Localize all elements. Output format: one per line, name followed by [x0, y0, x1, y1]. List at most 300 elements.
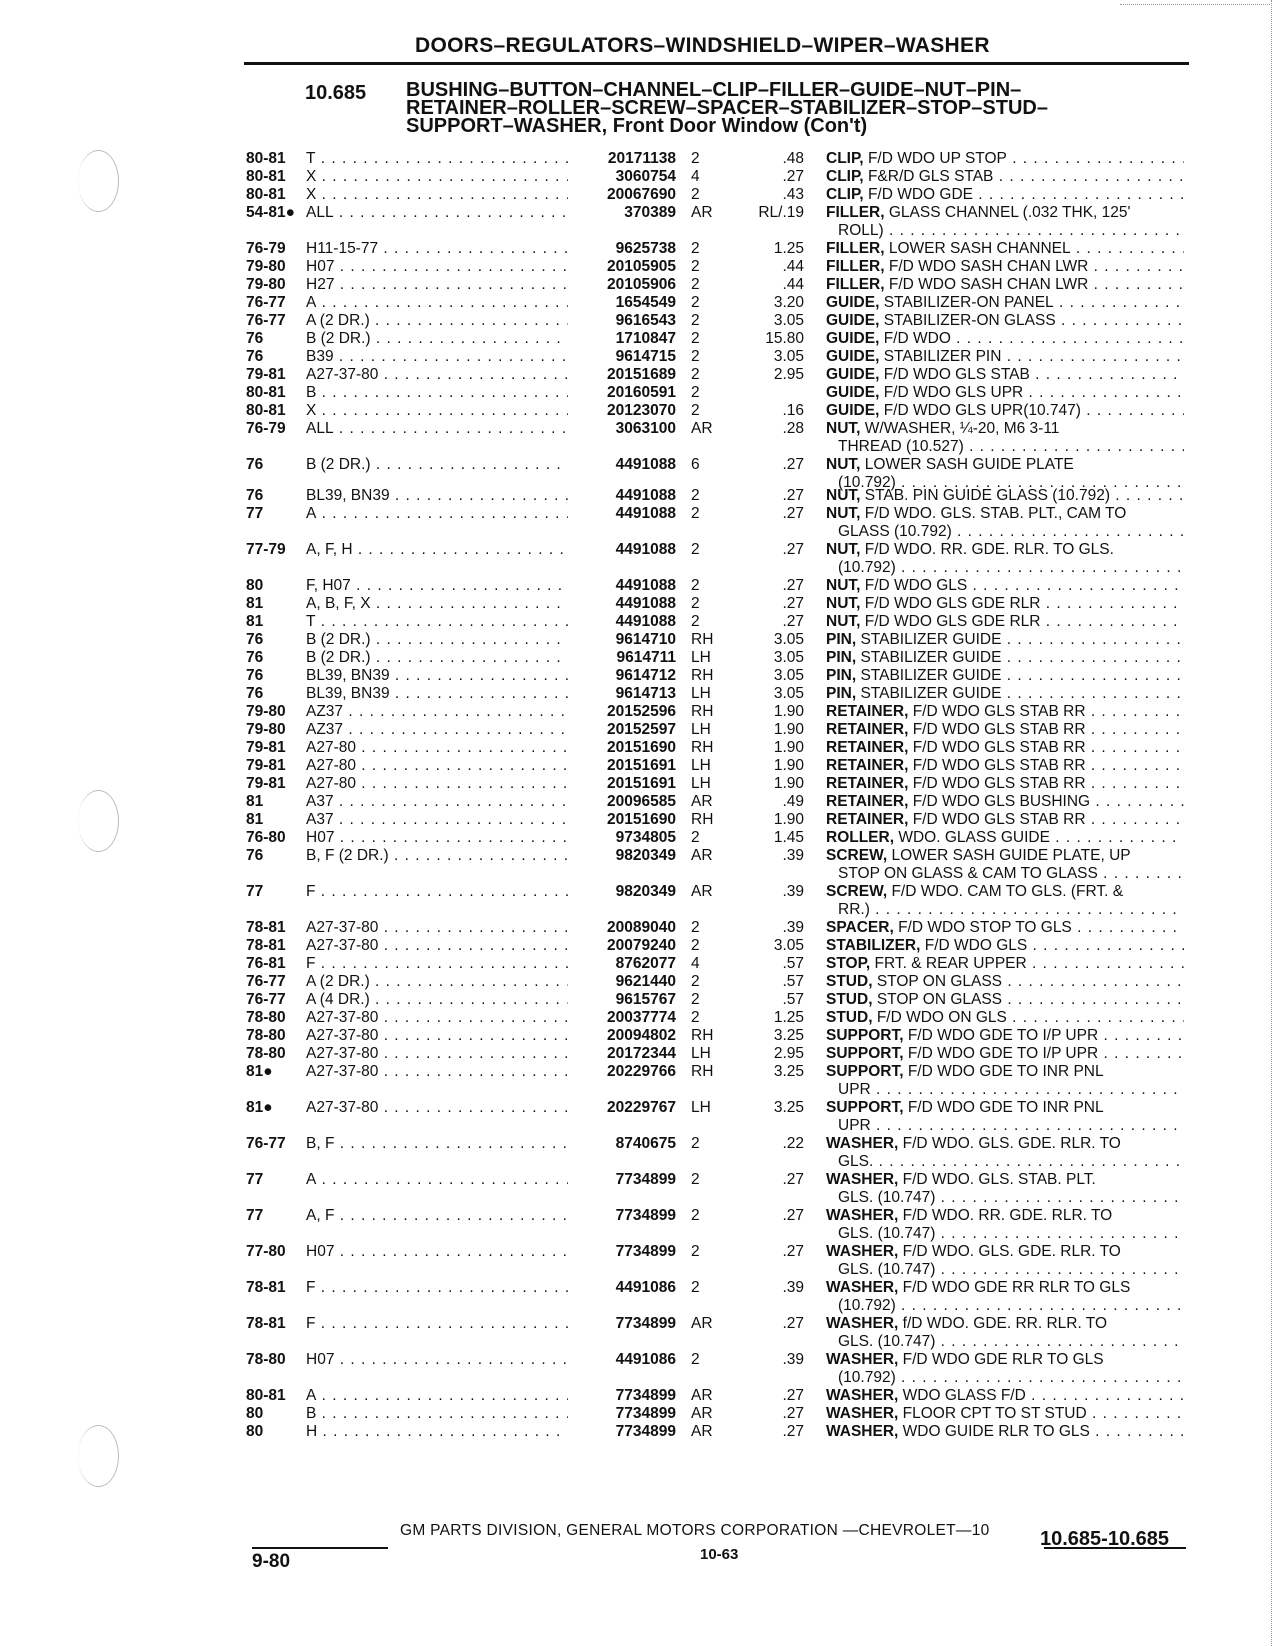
year-cell: 80-81 — [246, 1387, 286, 1404]
price-cell: .44 — [782, 276, 804, 293]
year-cell: 81 — [246, 613, 264, 630]
table-row — [0, 150, 1280, 169]
description-continuation: THREAD (10.527) . . . — [838, 438, 1184, 456]
part-number-cell: 20123070 — [607, 402, 676, 419]
part-description: F/D WDO GLS BUSHING . . . — [913, 793, 1184, 810]
quantity-cell: AR — [691, 1423, 713, 1440]
model-cell: X . . . — [306, 402, 568, 420]
price-cell: 3.05 — [773, 667, 804, 684]
part-number-cell: 20152596 — [607, 703, 676, 720]
model-cell: B . . . — [306, 384, 568, 402]
part-description: W/WASHER, ¼-20, M6 3-11 — [864, 420, 1060, 437]
table-row — [0, 1027, 1280, 1046]
table-row — [0, 1423, 1280, 1442]
model-cell: A27-37-80 . . . — [306, 1063, 568, 1081]
price-cell: .39 — [782, 1279, 804, 1296]
price-cell: .39 — [782, 847, 804, 864]
quantity-cell: LH — [691, 757, 711, 774]
model-cell: BL39, BN39 . . . — [306, 667, 568, 685]
table-row — [0, 577, 1280, 596]
quantity-cell: 2 — [691, 150, 700, 167]
description-cell — [826, 973, 1184, 991]
description-continuation: STOP ON GLASS & CAM TO GLASS . . . — [838, 865, 1184, 883]
quantity-cell: 2 — [691, 312, 700, 329]
table-row — [0, 991, 1280, 1010]
quantity-cell: 2 — [691, 829, 700, 846]
part-name: PIN, — [826, 685, 857, 702]
model-cell: ALL . . . — [306, 420, 568, 438]
part-name: NUT, — [826, 613, 861, 630]
footer-page-number: 10-63 — [700, 1546, 739, 1563]
part-name: STUD, — [826, 991, 873, 1008]
price-cell: .57 — [782, 973, 804, 990]
model-cell: A . . . — [306, 1171, 568, 1189]
year-cell: 76 — [246, 631, 264, 648]
part-number-cell: 7734899 — [615, 1423, 676, 1440]
model-cell: H07 . . . — [306, 258, 568, 276]
price-cell: .27 — [782, 595, 804, 612]
year-cell: 80 — [246, 577, 264, 594]
quantity-cell: AR — [691, 847, 713, 864]
model-cell: A27-37-80 . . . — [306, 919, 568, 937]
price-cell: .28 — [782, 420, 804, 437]
description-continuation: GLS. (10.747) . . . — [838, 1333, 1184, 1351]
table-row — [0, 595, 1280, 614]
part-number-cell: 20160591 — [607, 384, 676, 401]
price-cell: 3.25 — [773, 1099, 804, 1116]
part-number-cell: 20171138 — [607, 150, 676, 167]
table-row — [0, 649, 1280, 668]
year-cell: 77 — [246, 883, 264, 900]
table-row — [0, 330, 1280, 349]
table-row — [0, 505, 1280, 524]
part-description: F/D WDO GLS STAB RR . . . — [913, 757, 1184, 774]
table-row-continuation — [0, 1225, 1280, 1244]
part-number-cell: 7734899 — [615, 1387, 676, 1404]
part-number-cell: 4491088 — [615, 595, 676, 612]
year-cell: 79-81 — [246, 775, 286, 792]
description-cell — [826, 883, 1184, 901]
part-name: GUIDE, — [826, 384, 880, 401]
quantity-cell: 2 — [691, 384, 700, 401]
description-cell — [826, 847, 1184, 865]
part-number-cell: 9614712 — [615, 667, 676, 684]
description-continuation: ROLL) . . . — [838, 222, 1184, 240]
quantity-cell: RH — [691, 1063, 714, 1080]
part-description: WDO GUIDE RLR TO GLS . . . — [903, 1423, 1184, 1440]
part-description: STAB. PIN GUIDE GLASS (10.792) . . . — [865, 487, 1184, 504]
part-name: STUD, — [826, 1009, 873, 1026]
description-cell — [826, 312, 1184, 330]
description-continuation: UPR . . . — [838, 1081, 1184, 1099]
part-name: WASHER, — [826, 1171, 899, 1188]
part-name: RETAINER, — [826, 757, 909, 774]
quantity-cell: AR — [691, 420, 713, 437]
price-cell: 2.95 — [773, 1045, 804, 1062]
model-cell: H07 . . . — [306, 829, 568, 847]
part-name: FILLER, — [826, 276, 885, 293]
table-row — [0, 919, 1280, 938]
price-cell: .57 — [782, 991, 804, 1008]
quantity-cell: 2 — [691, 919, 700, 936]
model-cell: H07 . . . — [306, 1243, 568, 1261]
part-description: WDO GLASS F/D . . . — [903, 1387, 1184, 1404]
price-cell: 1.25 — [773, 240, 804, 257]
model-cell: A . . . — [306, 294, 568, 312]
table-row — [0, 973, 1280, 992]
part-name: WASHER, — [826, 1351, 899, 1368]
quantity-cell: 2 — [691, 276, 700, 293]
year-cell: 76 — [246, 847, 264, 864]
table-row — [0, 1207, 1280, 1226]
model-cell: F . . . — [306, 955, 568, 973]
group-title-line: BUSHING–BUTTON–CHANNEL–CLIP–FILLER–GUIDE–NUT–PIN– — [406, 79, 1022, 101]
part-number-cell: 9615767 — [615, 991, 676, 1008]
part-description: F/D WDO SASH CHAN LWR . . . — [889, 258, 1184, 275]
part-name: SPACER, — [826, 919, 894, 936]
description-cell — [826, 456, 1184, 474]
year-cell: 81 — [246, 595, 264, 612]
part-number-cell: 3063100 — [615, 420, 676, 437]
model-cell: X . . . — [306, 186, 568, 204]
part-name: WASHER, — [826, 1207, 899, 1224]
year-cell: 76-80 — [246, 829, 286, 846]
part-description: F/D WDO. RR. GDE. RLR. TO GLS. — [864, 541, 1114, 558]
price-cell: 1.90 — [773, 757, 804, 774]
year-cell: 76-79 — [246, 420, 286, 437]
part-name: NUT, — [826, 420, 861, 437]
table-row — [0, 1279, 1280, 1298]
year-cell: 76 — [246, 649, 264, 666]
table-row-continuation — [0, 1369, 1280, 1388]
year-cell: 80-81 — [246, 402, 286, 419]
part-number-cell: 8762077 — [615, 955, 676, 972]
quantity-cell: 2 — [691, 541, 700, 558]
model-cell: A27-37-80 . . . — [306, 1027, 568, 1045]
model-cell: A (2 DR.) . . . — [306, 312, 568, 330]
part-number-cell: 20105906 — [607, 276, 676, 293]
quantity-cell: AR — [691, 1405, 713, 1422]
part-description: f/D WDO. GDE. RR. RLR. TO — [902, 1315, 1108, 1332]
part-name: PIN, — [826, 631, 857, 648]
part-name: SUPPORT, — [826, 1045, 904, 1062]
price-cell: .27 — [782, 541, 804, 558]
group-title-line: RETAINER–ROLLER–SCREW–SPACER–STABILIZER–STOP–STUD– — [406, 97, 1048, 119]
model-cell: H11-15-77 . . . — [306, 240, 568, 258]
quantity-cell: 2 — [691, 1009, 700, 1026]
part-name: PIN, — [826, 649, 857, 666]
description-cell — [826, 1171, 1184, 1189]
table-row — [0, 613, 1280, 632]
quantity-cell: AR — [691, 883, 713, 900]
part-number-cell: 7734899 — [615, 1207, 676, 1224]
description-cell — [826, 330, 1184, 348]
quantity-cell: AR — [691, 1315, 713, 1332]
price-cell: .16 — [782, 402, 804, 419]
year-cell: 81● — [246, 1063, 273, 1080]
part-number-cell: 9621440 — [615, 973, 676, 990]
quantity-cell: LH — [691, 685, 711, 702]
price-cell: .39 — [782, 1351, 804, 1368]
description-cell — [826, 186, 1184, 204]
quantity-cell: 2 — [691, 1351, 700, 1368]
part-description: F/D WDO. GLS. GDE. RLR. TO — [902, 1243, 1121, 1260]
part-name: WASHER, — [826, 1405, 899, 1422]
model-cell: B (2 DR.) . . . — [306, 631, 568, 649]
table-row — [0, 1405, 1280, 1424]
part-description: F/D WDO GLS STAB RR . . . — [913, 775, 1184, 792]
quantity-cell: 2 — [691, 487, 700, 504]
model-cell: B (2 DR.) . . . — [306, 456, 568, 474]
part-name: WASHER, — [826, 1423, 899, 1440]
part-description: FRT. & REAR UPPER . . . — [875, 955, 1184, 972]
description-cell — [826, 541, 1184, 559]
part-description: F/D WDO GLS . . . — [865, 577, 1184, 594]
table-row-continuation — [0, 1153, 1280, 1172]
part-description: F/D WDO GLS STAB . . . — [884, 366, 1184, 383]
year-cell: 77 — [246, 1207, 264, 1224]
part-description: F&R/D GLS STAB . . . — [868, 168, 1184, 185]
table-row-continuation — [0, 1189, 1280, 1208]
description-cell — [826, 919, 1184, 937]
part-description: F/D WDO GLS STAB RR . . . — [913, 703, 1184, 720]
price-cell: .27 — [782, 577, 804, 594]
year-cell: 79-80 — [246, 721, 286, 738]
quantity-cell: 2 — [691, 1279, 700, 1296]
price-cell: 1.90 — [773, 721, 804, 738]
price-cell: .27 — [782, 487, 804, 504]
year-cell: 80 — [246, 1423, 264, 1440]
table-row — [0, 240, 1280, 259]
part-number-cell: 7734899 — [615, 1405, 676, 1422]
part-number-cell: 9734805 — [615, 829, 676, 846]
table-row — [0, 312, 1280, 331]
model-cell: A37 . . . — [306, 793, 568, 811]
part-number-cell: 9625738 — [615, 240, 676, 257]
part-description: F/D WDO. GLS. STAB. PLT., CAM TO — [864, 505, 1127, 522]
price-cell: 3.20 — [773, 294, 804, 311]
table-row-continuation — [0, 865, 1280, 884]
part-name: RETAINER, — [826, 811, 909, 828]
part-name: FILLER, — [826, 204, 885, 221]
part-number-cell: 20079240 — [607, 937, 676, 954]
quantity-cell: 2 — [691, 348, 700, 365]
price-cell: .27 — [782, 1423, 804, 1440]
table-row — [0, 793, 1280, 812]
description-cell — [826, 595, 1184, 613]
year-cell: 76-81 — [246, 955, 286, 972]
description-cell — [826, 240, 1184, 258]
model-cell: F . . . — [306, 1315, 568, 1333]
quantity-cell: AR — [691, 793, 713, 810]
year-cell: 80-81 — [246, 186, 286, 203]
price-cell: .39 — [782, 883, 804, 900]
model-cell: A27-37-80 . . . — [306, 1045, 568, 1063]
table-row — [0, 667, 1280, 686]
model-cell: A27-80 . . . — [306, 739, 568, 757]
price-cell: .27 — [782, 1171, 804, 1188]
model-cell: A . . . — [306, 1387, 568, 1405]
description-continuation: (10.792) . . . — [838, 474, 1184, 492]
quantity-cell: LH — [691, 1045, 711, 1062]
part-number-cell: 20096585 — [607, 793, 676, 810]
description-continuation: (10.792) . . . — [838, 1297, 1184, 1315]
table-row — [0, 829, 1280, 848]
section-heading: DOORS–REGULATORS–WINDSHIELD–WIPER–WASHER — [415, 34, 990, 57]
description-cell — [826, 150, 1184, 168]
part-description: F/D WDO GLS STAB RR . . . — [913, 721, 1184, 738]
model-cell: A, F, H . . . — [306, 541, 568, 559]
quantity-cell: 2 — [691, 1171, 700, 1188]
description-continuation: (10.792) . . . — [838, 559, 1184, 577]
price-cell: .57 — [782, 955, 804, 972]
part-name: ROLLER, — [826, 829, 895, 846]
year-cell: 76-77 — [246, 294, 286, 311]
part-description: WDO. GLASS GUIDE . . . — [898, 829, 1184, 846]
table-row-continuation — [0, 222, 1280, 241]
quantity-cell: RH — [691, 667, 714, 684]
table-row — [0, 1351, 1280, 1370]
part-number-cell: 20089040 — [607, 919, 676, 936]
quantity-cell: AR — [691, 1387, 713, 1404]
quantity-cell: 2 — [691, 258, 700, 275]
part-description: LOWER SASH GUIDE PLATE, UP — [891, 847, 1131, 864]
description-cell — [826, 1063, 1184, 1081]
table-row — [0, 685, 1280, 704]
part-name: FILLER, — [826, 258, 885, 275]
year-cell: 78-81 — [246, 1279, 286, 1296]
part-description: F/D WDO GLS GDE RLR . . . — [865, 595, 1184, 612]
part-name: STUD, — [826, 973, 873, 990]
year-cell: 78-80 — [246, 1351, 286, 1368]
part-number-cell: 1710847 — [615, 330, 676, 347]
price-cell: 3.05 — [773, 649, 804, 666]
year-cell: 80-81 — [246, 168, 286, 185]
part-description: STOP ON GLASS . . . — [877, 991, 1184, 1008]
table-row-continuation — [0, 1297, 1280, 1316]
price-cell: 15.80 — [765, 330, 804, 347]
description-cell — [826, 757, 1184, 775]
part-number-cell: 20151689 — [607, 366, 676, 383]
quantity-cell: 2 — [691, 577, 700, 594]
description-cell — [826, 487, 1184, 505]
part-number-cell: 20094802 — [607, 1027, 676, 1044]
part-description: STABILIZER GUIDE . . . — [860, 649, 1184, 666]
part-description: STOP ON GLASS . . . — [877, 973, 1184, 990]
table-row-continuation — [0, 1117, 1280, 1136]
part-number-cell: 20067690 — [607, 186, 676, 203]
quantity-cell: AR — [691, 204, 713, 221]
model-cell: AZ37 . . . — [306, 721, 568, 739]
price-cell: .49 — [782, 793, 804, 810]
year-cell: 78-81 — [246, 1315, 286, 1332]
part-name: NUT, — [826, 595, 861, 612]
table-row — [0, 420, 1280, 439]
part-description: F/D WDO STOP TO GLS . . . — [898, 919, 1184, 936]
price-cell: .22 — [782, 1135, 804, 1152]
description-cell — [826, 703, 1184, 721]
part-description: F/D WDO. CAM TO GLS. (FRT. & — [891, 883, 1124, 900]
price-cell: 3.25 — [773, 1063, 804, 1080]
part-description: STABILIZER-ON PANEL . . . — [884, 294, 1184, 311]
quantity-cell: 6 — [691, 456, 700, 473]
table-row-continuation — [0, 523, 1280, 542]
part-description: F/D WDO. GLS. STAB. PLT. — [902, 1171, 1096, 1188]
part-description: LOWER SASH CHANNEL . . . — [889, 240, 1184, 257]
part-description: F/D WDO SASH CHAN LWR . . . — [889, 276, 1184, 293]
description-cell — [826, 631, 1184, 649]
description-cell — [826, 1315, 1184, 1333]
part-description: F/D WDO GDE TO I/P UPR . . . — [908, 1027, 1184, 1044]
year-cell: 79-81 — [246, 366, 286, 383]
table-row — [0, 1243, 1280, 1262]
part-description: F/D WDO GDE TO INR PNL — [907, 1063, 1104, 1080]
part-name: STOP, — [826, 955, 871, 972]
part-name: WASHER, — [826, 1135, 899, 1152]
description-cell — [826, 402, 1184, 420]
quantity-cell: RH — [691, 811, 714, 828]
description-cell — [826, 1387, 1184, 1405]
year-cell: 78-81 — [246, 919, 286, 936]
table-row — [0, 204, 1280, 223]
model-cell: A . . . — [306, 505, 568, 523]
table-row — [0, 1315, 1280, 1334]
quantity-cell: LH — [691, 775, 711, 792]
part-number-cell: 7734899 — [615, 1243, 676, 1260]
quantity-cell: 2 — [691, 1243, 700, 1260]
table-row — [0, 276, 1280, 295]
description-continuation: GLS. (10.747) . . . — [838, 1261, 1184, 1279]
description-cell — [826, 739, 1184, 757]
part-number-cell: 20151691 — [607, 757, 676, 774]
price-cell: 1.90 — [773, 811, 804, 828]
quantity-cell: RH — [691, 631, 714, 648]
table-row — [0, 1009, 1280, 1028]
description-cell — [826, 937, 1184, 955]
quantity-cell: 2 — [691, 402, 700, 419]
description-cell — [826, 721, 1184, 739]
description-cell — [826, 1027, 1184, 1045]
description-cell — [826, 1423, 1184, 1441]
model-cell: T . . . — [306, 150, 568, 168]
description-cell — [826, 667, 1184, 685]
price-cell: 1.25 — [773, 1009, 804, 1026]
year-cell: 76-77 — [246, 312, 286, 329]
table-row — [0, 1099, 1280, 1118]
table-row — [0, 703, 1280, 722]
price-cell: .27 — [782, 1243, 804, 1260]
part-name: SUPPORT, — [826, 1027, 904, 1044]
description-cell — [826, 811, 1184, 829]
year-cell: 76 — [246, 685, 264, 702]
part-number-cell: 20172344 — [607, 1045, 676, 1062]
part-name: WASHER, — [826, 1243, 899, 1260]
year-cell: 79-80 — [246, 276, 286, 293]
part-number-cell: 370389 — [624, 204, 676, 221]
quantity-cell: 2 — [691, 240, 700, 257]
price-cell: .48 — [782, 150, 804, 167]
part-number-cell: 20037774 — [607, 1009, 676, 1026]
description-continuation: GLS. . . . — [838, 1153, 1184, 1171]
footer-publisher: GM PARTS DIVISION, GENERAL MOTORS CORPORATION —CHEVROLET—10 — [400, 1522, 990, 1539]
table-row — [0, 739, 1280, 758]
part-name: WASHER, — [826, 1387, 899, 1404]
price-cell: 1.45 — [773, 829, 804, 846]
model-cell: B (2 DR.) . . . — [306, 649, 568, 667]
description-cell — [826, 775, 1184, 793]
model-cell: H27 . . . — [306, 276, 568, 294]
price-cell: .39 — [782, 919, 804, 936]
